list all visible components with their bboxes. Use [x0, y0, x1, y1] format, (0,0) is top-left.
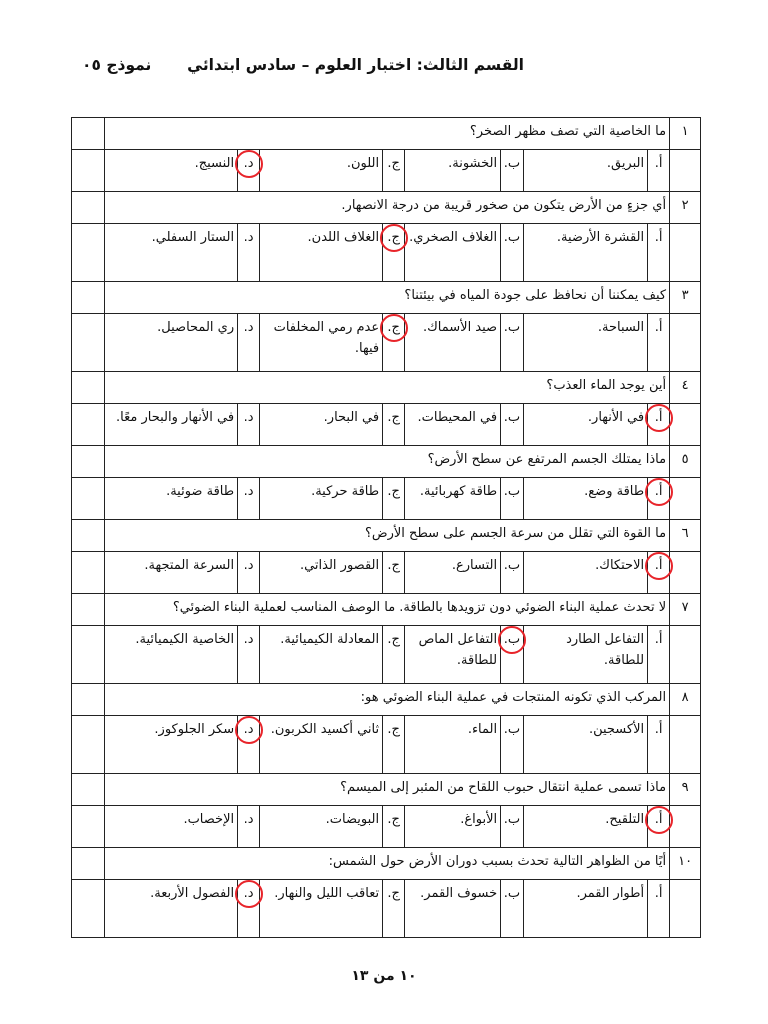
number-spacer	[670, 314, 701, 372]
option-text: خسوف القمر.	[405, 880, 501, 938]
option-text: طاقة وضع.	[524, 478, 648, 520]
number-spacer	[670, 880, 701, 938]
option-letter-text: ج.	[387, 632, 400, 647]
option-letter-text: ج.	[387, 722, 400, 737]
option-text: القشرة الأرضية.	[524, 224, 648, 282]
option-letter[interactable]	[383, 806, 405, 848]
options-row	[72, 716, 701, 774]
option-letter-text: ب.	[503, 722, 521, 737]
option-text: الغلاف الصخري.	[405, 224, 501, 282]
option-letter-label	[655, 629, 663, 650]
option-text: القصور الذاتي.	[260, 552, 383, 594]
answer-cell	[72, 848, 105, 880]
answer-cell	[72, 684, 105, 716]
answer-circle-mark	[645, 552, 673, 580]
option-letter-label	[504, 629, 520, 650]
option-text: الأبواغ.	[405, 806, 501, 848]
number-spacer	[670, 478, 701, 520]
option-letter[interactable]	[238, 880, 260, 938]
option-letter[interactable]	[648, 224, 670, 282]
option-letter-label	[387, 719, 400, 740]
question-number: ٤	[670, 372, 701, 404]
option-text: البويضات.	[260, 806, 383, 848]
question-number: ٥	[670, 446, 701, 478]
option-letter[interactable]	[383, 478, 405, 520]
answer-cell	[72, 594, 105, 626]
question-row	[72, 594, 701, 626]
option-text: الإخصاب.	[105, 806, 238, 848]
question-row	[72, 118, 701, 150]
option-letter-label	[244, 809, 254, 830]
option-letter[interactable]	[648, 404, 670, 446]
option-letter[interactable]	[648, 806, 670, 848]
option-text: الاحتكاك.	[524, 552, 648, 594]
option-letter-text: ب.	[503, 484, 521, 499]
answer-cell	[72, 118, 105, 150]
question-row	[72, 192, 701, 224]
option-letter-text: أ.	[654, 484, 663, 499]
option-letter-text: ب.	[503, 886, 521, 901]
question-row	[72, 774, 701, 806]
option-letter[interactable]	[238, 552, 260, 594]
option-letter-label	[244, 555, 254, 576]
option-letter-label	[244, 629, 254, 650]
number-spacer	[670, 552, 701, 594]
options-row	[72, 314, 701, 372]
answer-cell	[72, 404, 105, 446]
option-letter-text: أ.	[654, 320, 663, 335]
option-letter-label	[655, 481, 663, 502]
option-letter[interactable]	[501, 478, 524, 520]
question-number: ١٠	[670, 848, 701, 880]
option-letter[interactable]	[383, 552, 405, 594]
answer-cell	[72, 552, 105, 594]
option-letter-label	[655, 809, 663, 830]
question-number: ٨	[670, 684, 701, 716]
option-letter[interactable]	[238, 224, 260, 282]
answer-cell	[72, 150, 105, 192]
option-letter-label	[387, 407, 400, 428]
option-letter-label	[655, 227, 663, 248]
option-letter[interactable]	[501, 806, 524, 848]
option-letter[interactable]	[383, 314, 405, 372]
question-text: ماذا تسمى عملية انتقال حبوب اللقاح من المئبر إلى الميسم؟	[105, 774, 670, 806]
option-letter-text: ب.	[503, 632, 521, 647]
answer-cell	[72, 314, 105, 372]
answer-circle-mark	[645, 404, 673, 432]
option-letter-text: د.	[243, 886, 254, 901]
question-text: ما الخاصية التي تصف مظهر الصخر؟	[105, 118, 670, 150]
option-letter-text: د.	[243, 484, 254, 499]
number-spacer	[670, 716, 701, 774]
question-text: أيًا من الظواهر التالية تحدث بسبب دوران الأرض حول الشمس:	[105, 848, 670, 880]
option-text: التفاعل الماص للطاقة.	[405, 626, 501, 684]
option-letter-text: د.	[243, 230, 254, 245]
option-letter[interactable]	[648, 716, 670, 774]
option-letter-label	[504, 481, 520, 502]
number-spacer	[670, 404, 701, 446]
option-letter[interactable]	[648, 150, 670, 192]
option-text: في البحار.	[260, 404, 383, 446]
option-letter-label	[655, 407, 663, 428]
question-row	[72, 848, 701, 880]
option-text: الخاصية الكيميائية.	[105, 626, 238, 684]
option-letter-label	[504, 883, 520, 904]
option-text: السرعة المتجهة.	[105, 552, 238, 594]
question-number: ٣	[670, 282, 701, 314]
option-letter-text: ب.	[503, 156, 521, 171]
answer-cell	[72, 224, 105, 282]
option-letter-text: ب.	[503, 320, 521, 335]
option-text: المعادلة الكيميائية.	[260, 626, 383, 684]
option-letter-label	[387, 153, 400, 174]
question-number: ٧	[670, 594, 701, 626]
option-letter-label	[504, 317, 520, 338]
answer-cell	[72, 774, 105, 806]
question-row	[72, 520, 701, 552]
option-letter[interactable]	[238, 478, 260, 520]
option-letter-text: د.	[243, 410, 254, 425]
options-row	[72, 806, 701, 848]
option-letter[interactable]	[501, 314, 524, 372]
option-text: الغلاف اللدن.	[260, 224, 383, 282]
option-letter-label	[387, 481, 400, 502]
answer-cell	[72, 282, 105, 314]
option-letter[interactable]	[238, 314, 260, 372]
option-text: الستار السفلي.	[105, 224, 238, 282]
option-letter[interactable]	[383, 224, 405, 282]
option-letter-text: ب.	[503, 230, 521, 245]
option-text: في الأنهار.	[524, 404, 648, 446]
option-letter-label	[244, 407, 254, 428]
option-text: النسيج.	[105, 150, 238, 192]
option-letter-label	[504, 153, 520, 174]
option-letter-text: ب.	[503, 410, 521, 425]
option-letter[interactable]	[238, 626, 260, 684]
option-text: الأكسجين.	[524, 716, 648, 774]
option-letter-label	[387, 883, 400, 904]
option-letter-text: أ.	[654, 156, 663, 171]
option-letter-label	[655, 719, 663, 740]
option-text: الخشونة.	[405, 150, 501, 192]
option-letter-label	[504, 719, 520, 740]
answer-cell	[72, 626, 105, 684]
option-letter[interactable]	[501, 880, 524, 938]
question-number: ١	[670, 118, 701, 150]
option-letter[interactable]	[383, 880, 405, 938]
option-text: أطوار القمر.	[524, 880, 648, 938]
option-text: السباحة.	[524, 314, 648, 372]
answer-cell	[72, 372, 105, 404]
option-text: عدم رمي المخلفات فيها.	[260, 314, 383, 372]
option-letter-text: أ.	[654, 558, 663, 573]
question-text: أين يوجد الماء العذب؟	[105, 372, 670, 404]
option-text: التلقيح.	[524, 806, 648, 848]
question-text: كيف يمكننا أن نحافظ على جودة المياه في بيئتنا؟	[105, 282, 670, 314]
question-number: ٢	[670, 192, 701, 224]
option-letter-label	[504, 227, 520, 248]
number-spacer	[670, 150, 701, 192]
option-letter-text: د.	[243, 722, 254, 737]
option-letter-label	[504, 809, 520, 830]
question-text: أي جزءٍ من الأرض يتكون من صخور قريبة من درجة الانصهار.	[105, 192, 670, 224]
answer-cell	[72, 192, 105, 224]
option-letter-label	[244, 317, 254, 338]
answer-circle-mark	[380, 314, 408, 342]
answer-circle-mark	[235, 150, 263, 178]
model-label: نموذج ٠٥	[82, 56, 152, 74]
option-letter[interactable]	[501, 224, 524, 282]
option-letter[interactable]	[383, 150, 405, 192]
option-letter-text: ج.	[387, 886, 400, 901]
answer-circle-mark	[380, 224, 408, 252]
question-text: ما القوة التي تقلل من سرعة الجسم على سطح الأرض؟	[105, 520, 670, 552]
option-letter[interactable]	[238, 806, 260, 848]
option-letter[interactable]	[383, 404, 405, 446]
option-letter[interactable]	[383, 716, 405, 774]
option-letter-label	[655, 317, 663, 338]
option-letter-text: ج.	[387, 558, 400, 573]
option-text: تعاقب الليل والنهار.	[260, 880, 383, 938]
option-letter-text: ج.	[387, 156, 400, 171]
option-letter[interactable]	[501, 150, 524, 192]
options-row	[72, 552, 701, 594]
option-letter-label	[387, 809, 400, 830]
option-letter-text: ج.	[387, 230, 400, 245]
question-row	[72, 684, 701, 716]
option-letter[interactable]	[238, 150, 260, 192]
option-letter[interactable]	[648, 626, 670, 684]
option-letter-text: أ.	[654, 886, 663, 901]
answer-cell	[72, 880, 105, 938]
option-letter-text: ج.	[387, 320, 400, 335]
option-letter-text: ج.	[387, 410, 400, 425]
exam-title: القسم الثالث: اختبار العلوم – سادس ابتدائي	[187, 56, 524, 74]
page-number: ١٠ من ١٣	[351, 968, 417, 984]
option-letter-label	[655, 153, 663, 174]
option-letter-text: أ.	[654, 410, 663, 425]
question-row	[72, 282, 701, 314]
option-text: طاقة كهربائية.	[405, 478, 501, 520]
option-letter-text: د.	[243, 812, 254, 827]
option-letter-text: د.	[243, 632, 254, 647]
question-row	[72, 446, 701, 478]
answer-circle-mark	[235, 880, 263, 908]
answer-cell	[72, 446, 105, 478]
option-letter[interactable]	[501, 552, 524, 594]
option-text: البريق.	[524, 150, 648, 192]
option-letter-label	[387, 555, 400, 576]
option-text: صيد الأسماك.	[405, 314, 501, 372]
option-text: في المحيطات.	[405, 404, 501, 446]
option-letter[interactable]	[648, 314, 670, 372]
option-text: اللون.	[260, 150, 383, 192]
option-letter-text: أ.	[654, 632, 663, 647]
option-letter-text: أ.	[654, 812, 663, 827]
option-letter-label	[387, 629, 400, 650]
answer-circle-mark	[235, 716, 263, 744]
answer-circle-mark	[645, 806, 673, 834]
option-text: الفصول الأربعة.	[105, 880, 238, 938]
option-letter[interactable]	[648, 478, 670, 520]
options-row	[72, 626, 701, 684]
question-row	[72, 372, 701, 404]
option-letter-label	[387, 317, 400, 338]
question-text: لا تحدث عملية البناء الضوئي دون تزويدها بالطاقة. ما الوصف المناسب لعملية البناء الضوئي؟	[105, 594, 670, 626]
answer-circle-mark	[498, 626, 526, 654]
answer-cell	[72, 520, 105, 552]
option-text: ري المحاصيل.	[105, 314, 238, 372]
option-letter-label	[655, 883, 663, 904]
option-text: التسارع.	[405, 552, 501, 594]
option-letter-label	[244, 481, 254, 502]
option-letter-text: د.	[243, 558, 254, 573]
option-letter[interactable]	[501, 404, 524, 446]
option-letter-text: ب.	[503, 812, 521, 827]
option-text: في الأنهار والبحار معًا.	[105, 404, 238, 446]
option-letter-label	[244, 719, 254, 740]
option-letter[interactable]	[383, 626, 405, 684]
option-letter-text: أ.	[654, 722, 663, 737]
options-row	[72, 880, 701, 938]
option-letter-text: ج.	[387, 484, 400, 499]
options-row	[72, 150, 701, 192]
page-header	[70, 56, 700, 84]
option-letter-label	[504, 407, 520, 428]
option-text: طاقة حركية.	[260, 478, 383, 520]
option-letter[interactable]	[648, 880, 670, 938]
option-text: سكر الجلوكوز.	[105, 716, 238, 774]
question-number: ٦	[670, 520, 701, 552]
number-spacer	[670, 626, 701, 684]
answer-circle-mark	[645, 478, 673, 506]
option-letter-text: ب.	[503, 558, 521, 573]
option-letter[interactable]	[238, 716, 260, 774]
option-text: طاقة ضوئية.	[105, 478, 238, 520]
option-text: الماء.	[405, 716, 501, 774]
option-letter[interactable]	[501, 716, 524, 774]
option-letter[interactable]	[648, 552, 670, 594]
answer-cell	[72, 478, 105, 520]
answer-cell	[72, 806, 105, 848]
question-text: ماذا يمتلك الجسم المرتفع عن سطح الأرض؟	[105, 446, 670, 478]
option-letter-label	[244, 883, 254, 904]
option-letter-label	[655, 555, 663, 576]
option-letter-text: ج.	[387, 812, 400, 827]
questions-table	[71, 117, 701, 938]
option-letter-label	[244, 153, 254, 174]
option-letter-text: د.	[243, 320, 254, 335]
option-letter-text: أ.	[654, 230, 663, 245]
question-number: ٩	[670, 774, 701, 806]
option-text: التفاعل الطارد للطاقة.	[524, 626, 648, 684]
option-letter-label	[244, 227, 254, 248]
options-row	[72, 478, 701, 520]
question-text: المركب الذي تكونه المنتجات في عملية البناء الضوئي هو:	[105, 684, 670, 716]
option-text: ثاني أكسيد الكربون.	[260, 716, 383, 774]
option-letter-label	[504, 555, 520, 576]
option-letter-label	[387, 227, 400, 248]
options-row	[72, 404, 701, 446]
option-letter-text: د.	[243, 156, 254, 171]
option-letter[interactable]	[501, 626, 524, 684]
number-spacer	[670, 806, 701, 848]
option-letter[interactable]	[238, 404, 260, 446]
number-spacer	[670, 224, 701, 282]
options-row	[72, 224, 701, 282]
answer-cell	[72, 716, 105, 774]
